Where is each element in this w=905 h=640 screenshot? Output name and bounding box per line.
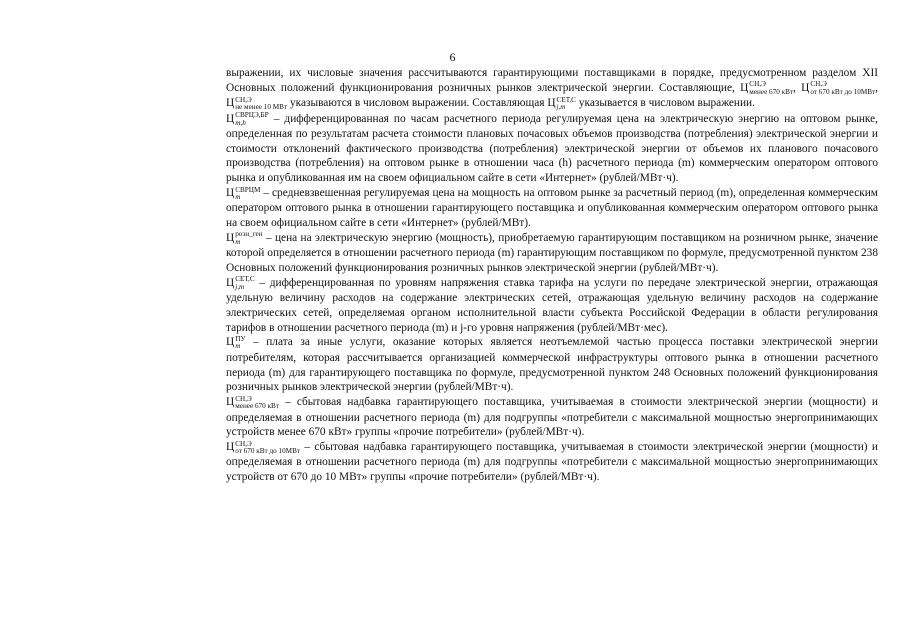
formula-symbol: Ц СВРЦЭ,БР m,h bbox=[226, 111, 269, 127]
definition-text: – плата за иные услуги, оказание которых является неотъемлемой частью процесса поставки электрической энергии потребителям, которая рассчитывается организацией коммерческой инфраструктуры оптового рынка в отношении расчетного периода (m) для гарантирующего поставщика по формуле, предусмотренной пунктом 248 Основных положений функционирования розничных рынков электрической энергии (рублей/МВт·ч). bbox=[226, 336, 878, 394]
definition-svrcm bbox=[226, 186, 878, 231]
formula-symbol: Ц СН,Э не менее 10 МВт bbox=[226, 95, 288, 112]
definition-sn-670-10mw bbox=[226, 440, 878, 485]
intro-text: выражении, их числовые значения рассчитываются гарантирующими поставщиками в порядке, предусмотренном разделом XII Основных положений функционирования розничных рынков электрической энергии. Составляющие, bbox=[226, 67, 878, 94]
document-body bbox=[226, 66, 878, 485]
definition-set-s bbox=[226, 276, 878, 336]
formula-symbol: Ц СЕТ,С j,m bbox=[547, 95, 576, 112]
definition-text: – средневзвешенная регулируемая цена на мощность на оптовом рынке за расчетный период (m), определенная коммерческим оператором оптового рынка в отношении гарантирующего поставщика и опубликованная коммерческим оператором оптового рынка на своем официальном сайте в сети «Интернет» (рублей/МВт). bbox=[226, 186, 878, 230]
formula-symbol: Ц СН,Э от 670 кВт до 10МВт bbox=[801, 80, 876, 96]
definition-sn-under-670 bbox=[226, 395, 878, 440]
formula-symbol: Ц СН,Э менее 670 кВт bbox=[226, 394, 279, 411]
definition-rozn-gen bbox=[226, 231, 878, 276]
page-number: 6 bbox=[449, 50, 456, 64]
paragraph-intro: выражении, их числовые значения рассчитываются гарантирующими поставщиками в порядке, предусмотренном разделом XII Основных положений функционирования розничных рынков электрической энергии. Составляющие, Ц СН,Э менее 670 кВт , Ц СН,Э от 670 кВт до 10МВт , Ц СН,Э не менее 10 МВт указываются в числовом выражении. Составляющая Ц СЕТ,С j,m указывается в числовом выражении. bbox=[226, 67, 878, 112]
intro-text-mid: указываются в числовом выражении. Составляющая bbox=[289, 97, 545, 110]
formula-symbol: Ц ПУ m bbox=[226, 335, 246, 351]
definition-text: – дифференцированная по уровням напряжения ставка тарифа на услуги по передаче электрической энергии, отражающая удельную величину расходов на содержание электрических сетей, отражающая удельную величину расходов на содержание электрических сетей, определяемая органом исполнительной власти субъекта Российской Федерации в области регулирования тарифов в отношении расчетного периода (m) и j-го уровня напряжения (рублей/МВт·мес). bbox=[226, 276, 878, 334]
definition-text: – сбытовая надбавка гарантирующего поставщика, учитываемая в стоимости электрической энергии (мощности) и определяемая в отношении расчетного периода (m) для подгруппы «потребители с максимальной мощностью энергопринимающих устройств менее 670 кВт» группы «прочие потребители» (рублей/МВт·ч). bbox=[226, 396, 878, 439]
definition-svrce-br bbox=[226, 112, 878, 186]
definition-pu bbox=[226, 335, 878, 395]
definition-text: – дифференцированная по часам расчетного периода регулируемая цена на электрическую энергию на оптовом рынке, определенная по результатам расчета стоимости плановых почасовых объемов производства (потребления) электрической энергии и стоимости отклонений фактического производства (потребления) электрической энергии от объемов их планового почасового производства (потребления) на оптовом рынке в отношении часа (h) расчетного периода (m) коммерческим оператором оптового рынка и опубликованная им на своем официальном сайте в сети «Интернет» (рублей/МВт·ч). bbox=[226, 112, 878, 185]
formula-symbol: Ц розн_ген m bbox=[226, 230, 263, 246]
definition-text: – сбытовая надбавка гарантирующего поставщика, учитываемая в стоимости электрической энергии (мощности) и определяемая в отношении расчетного периода (m) для подгруппы «потребители с максимальной мощностью энергопринимающих устройств от 670 до 10 МВт» группы «прочие потребители» (рублей/МВт·ч). bbox=[226, 441, 878, 484]
formula-symbol: Ц СН,Э менее 670 кВт bbox=[740, 80, 794, 96]
formula-symbol: Ц СВРЦМ m bbox=[226, 185, 261, 201]
intro-text-end: указывается в числовом выражении. bbox=[578, 97, 755, 110]
formula-symbol: Ц СЕТ,С j,m bbox=[226, 275, 255, 291]
formula-symbol: Ц СН,Э от 670 кВт до 10МВт bbox=[226, 439, 301, 455]
definition-text: – цена на электрическую энергию (мощность), приобретаемую гарантирующим поставщиком на розничном рынке, значение которой определяется в отношении расчетного периода (m) гарантирующим поставщиком по формуле, предусмотренной пунктом 238 Основных положений функционирования розничных рынков электрической энергии (рублей/МВт·ч). bbox=[226, 231, 878, 275]
